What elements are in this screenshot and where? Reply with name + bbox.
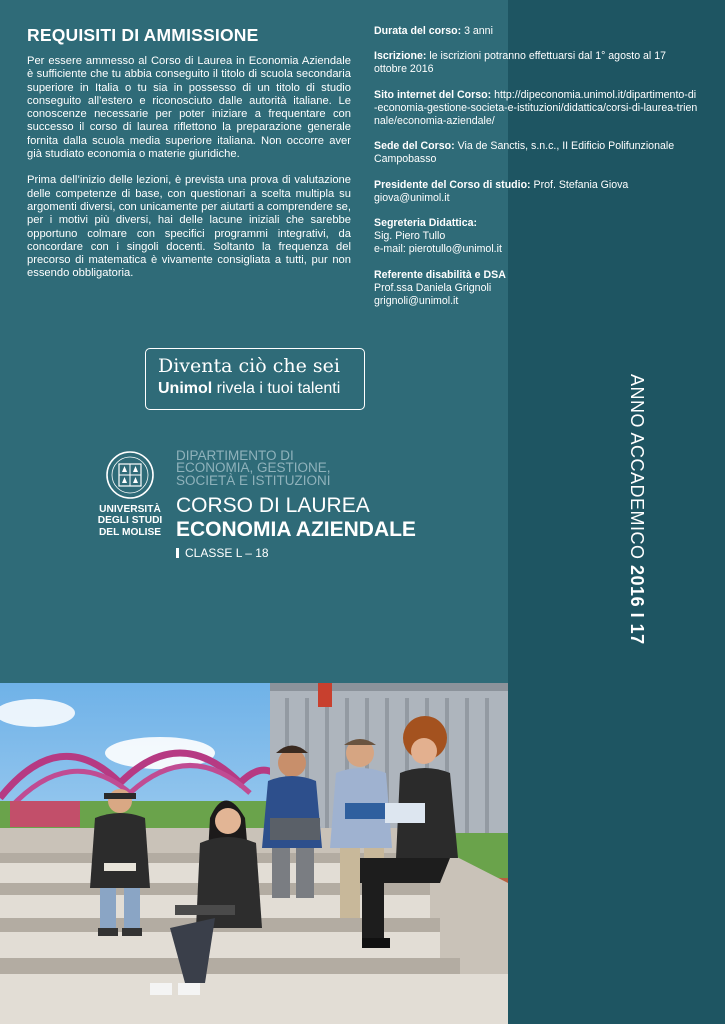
students-photo-illustration	[0, 683, 508, 1024]
slogan-line-2: Unimol rivela i tuoi talenti	[158, 380, 341, 397]
secretariat-info: Segreteria Didattica: Sig. Piero Tullo e-mail: pierotullo@unimol.it	[374, 217, 502, 256]
class-marker	[176, 548, 179, 558]
president-email[interactable]: giova@unimol.it	[374, 191, 450, 204]
slogan-line-1: Diventa ciò che sei	[158, 355, 340, 377]
requirements-paragraph-1: Per essere ammesso al Corso di Laurea in Economia Aziendale è sufficiente che tu abbia conseguito il titolo di scuola secondaria superiore in Italia o tu sia in possesso di un titolo di studio conseguito all’estero e riconosciuto dalle autorità italiane. Le conoscenze necessarie per poter iniziare a frequentare con successo il corso di laurea riflettono la preparazione generale fornita dalla scuola media superiore italiana. Non occorre aver già studiato economia o materie giuridiche.	[27, 55, 351, 161]
academic-year-value: 2016 I 17	[627, 565, 647, 645]
university-name: UNIVERSITÀ DEGLI STUDI DEL MOLISE	[97, 504, 163, 538]
department-name: DIPARTIMENTO DI ECONOMIA, GESTIONE, SOCIETÀ E ISTITUZIONI	[176, 448, 331, 488]
disability-contact-info: Referente disabilità e DSA Prof.ssa Daniela Grignoli grignoli@unimol.it	[374, 268, 506, 308]
students-photo	[0, 683, 508, 1024]
course-type: CORSO DI LAUREA	[176, 494, 370, 517]
requirements-paragraph-2: Prima dell’inizio delle lezioni, è prevista una prova di valutazione delle competenze di base, con questionari a scelta multipla su argomenti diversi, con unicamente per aiutarti a comprendere se, per i motivi più diversi, hai delle lacune iniziali che sarebbe opportuno colmare con specifici programmi integrativi, da concordare con i singoli docenti. Soltanto la frequenza del precorso di matematica è vivamente consigliata a tutti, pur non essendo obbligatoria.	[27, 174, 351, 280]
course-name: ECONOMIA AZIENDALE	[176, 518, 416, 541]
president-info: Presidente del Corso di studio: Prof. Stefania Giova giova@unimol.it	[374, 178, 629, 204]
website-info: Sito internet del Corso: http://dipeconomia.unimol.it/dipartimento-di-economia-gestione-societa-e-istituzioni/didattica/corsi-di-laurea-triennale/economia-aziendale/	[374, 88, 698, 128]
admission-requirements-title: REQUISITI DI AMMISSIONE	[27, 25, 259, 45]
website-link[interactable]: http://dipeconomia.unimol.it/dipartimento-di-economia-gestione-societa-e-istituzioni/didattica/corsi-di-laurea-triennale/economia-aziendale/	[374, 88, 698, 128]
enrollment-info: Iscrizione: le iscrizioni potranno effettuarsi dal 1° agosto al 17 ottobre 2016	[374, 50, 667, 76]
university-seal-icon	[105, 450, 155, 500]
course-class: CLASSE L – 18	[176, 546, 316, 560]
disability-contact-email[interactable]: grignoli@unimol.it	[374, 295, 459, 308]
course-info	[374, 25, 698, 320]
admission-requirements-text	[27, 55, 351, 294]
duration-info: Durata del corso: 3 anni	[374, 25, 493, 37]
academic-year-vertical: ANNO ACCADEMICO 2016 I 17	[627, 374, 647, 645]
secretariat-email[interactable]: e-mail: pierotullo@unimol.it	[374, 243, 502, 256]
slogan-box	[145, 348, 365, 410]
location-info: Sede del Corso: Via de Sanctis, s.n.c., II Edificio Polifunzionale Campobasso	[374, 140, 675, 166]
